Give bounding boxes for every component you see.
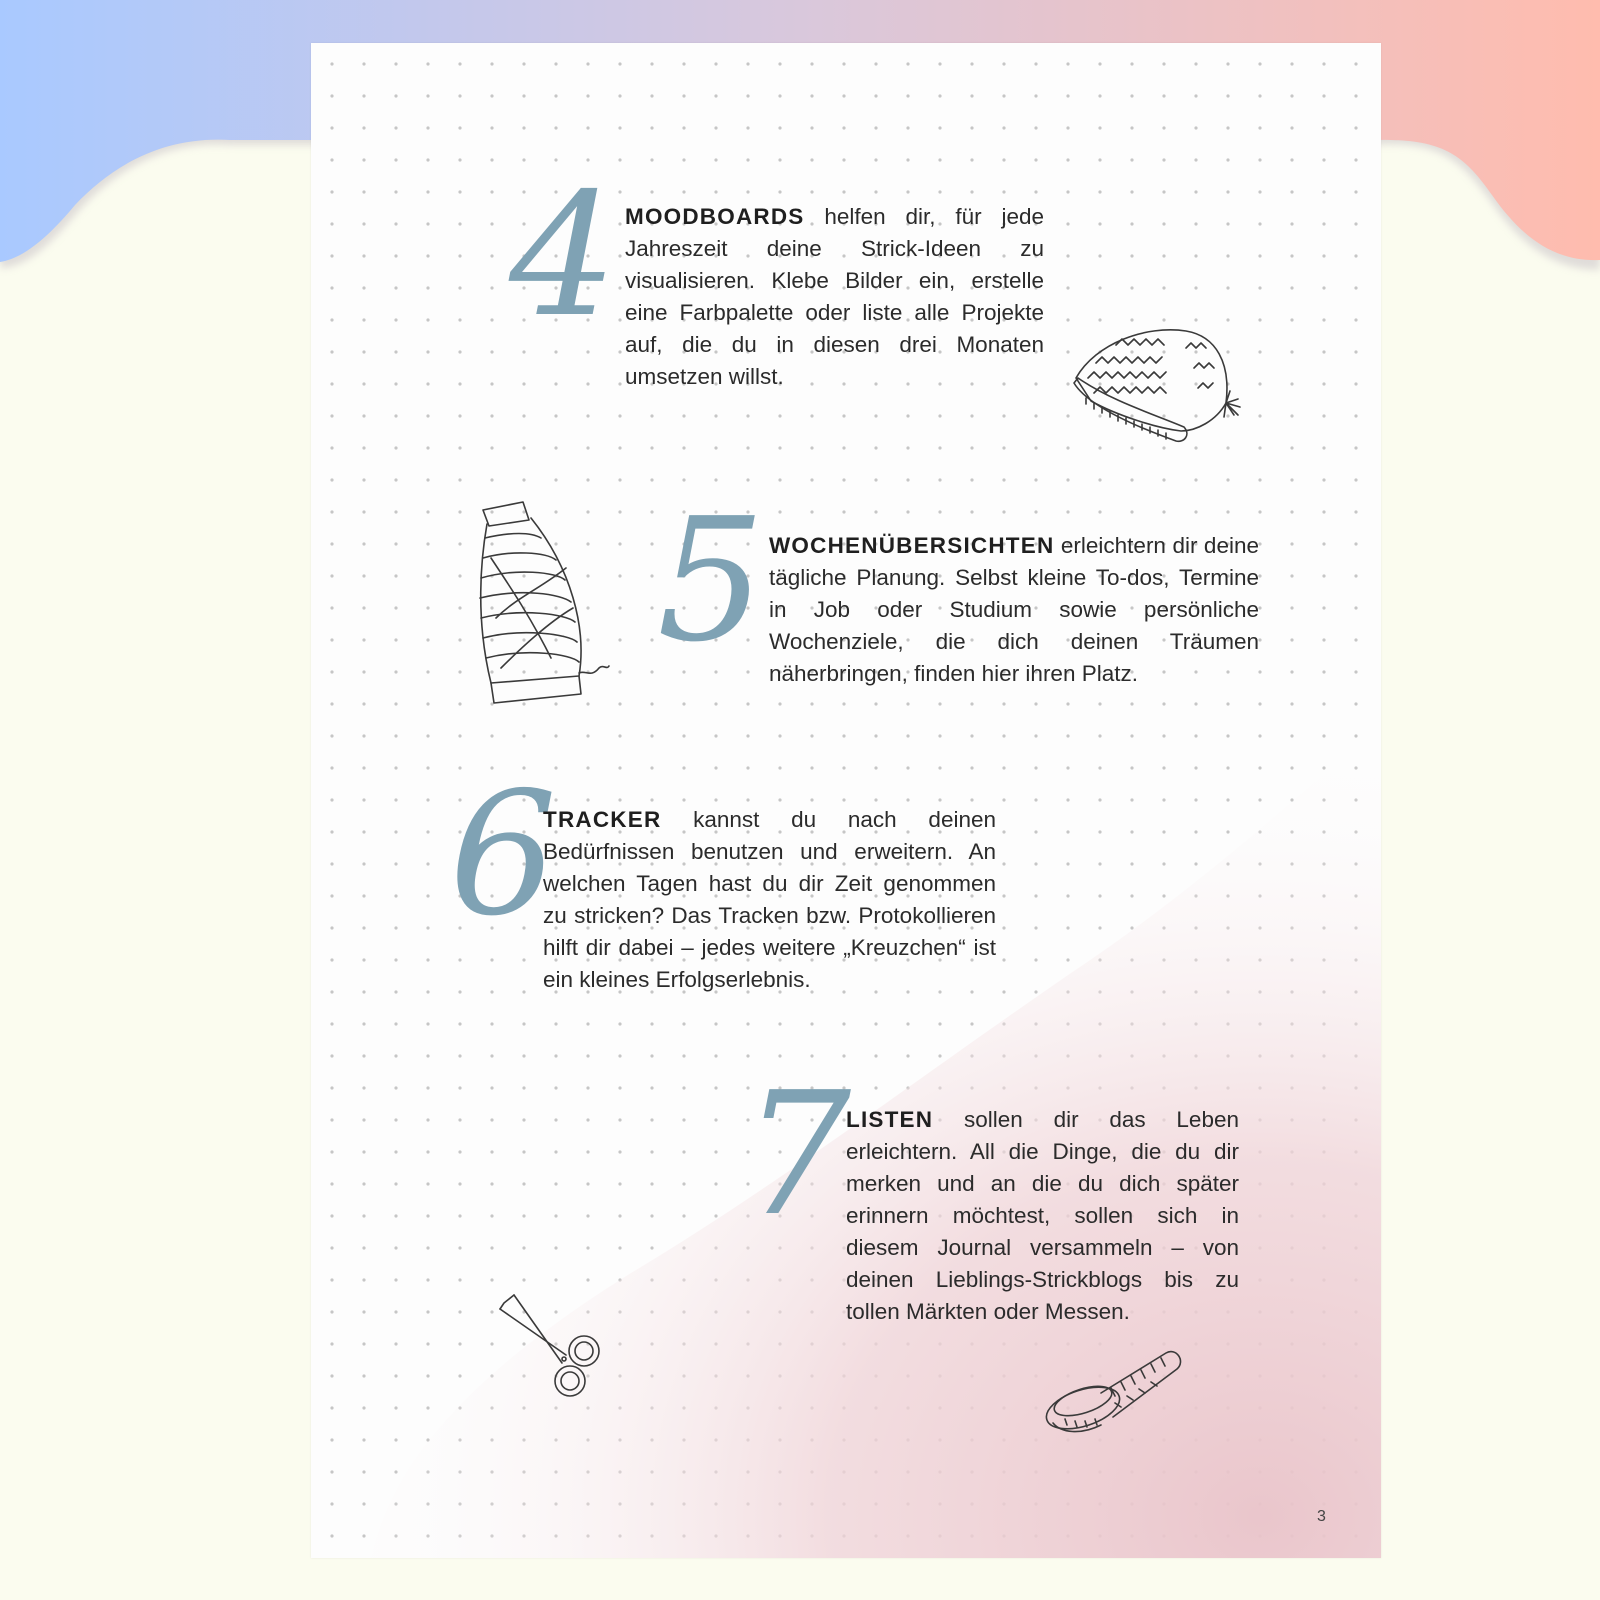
tape-measure-icon xyxy=(1041,1333,1191,1443)
section-body-listen: sollen dir das Leben erleichtern. All die Dinge, die du dir merken und an die du dich später erinnern möchtest, sollen sich in diesem Journal versammeln – von deinen Lieblings-Strickblogs bis zu tollen Märkten oder Messen. xyxy=(846,1107,1239,1324)
yarn-cone-icon xyxy=(461,498,611,713)
section-number-6: 6 xyxy=(449,756,554,954)
section-keyword-wochenuebersichten: WOCHENÜBERSICHTEN xyxy=(769,533,1055,558)
knitted-hat-icon xyxy=(1066,323,1251,453)
section-text-wochenuebersichten xyxy=(769,530,1259,690)
section-keyword-moodboards: MOODBOARDS xyxy=(625,204,805,229)
section-body-wochenuebersichten: erleichtern dir deine tägliche Planung. Selbst kleine To-dos, Termine in Job oder Studium sowie persönliche Wochenziele, die dich deinen Träumen näherbringen, finden hier ihren Platz. xyxy=(769,533,1259,686)
section-text-tracker xyxy=(543,804,996,996)
scissors-icon xyxy=(496,1293,616,1403)
section-body-moodboards: helfen dir, für jede Jahreszeit deine Strick-Ideen zu visualisieren. Klebe Bilder ein, erstelle eine Farbpalette oder liste alle Projekte auf, die du in diesen drei Monaten umsetzen willst. xyxy=(625,204,1044,389)
page-number: 3 xyxy=(1317,1508,1326,1525)
section-text-listen xyxy=(846,1104,1239,1328)
section-number-7: 7 xyxy=(743,1056,848,1254)
section-keyword-listen: LISTEN xyxy=(846,1107,934,1132)
section-number-4: 4 xyxy=(509,157,614,355)
section-number-5: 5 xyxy=(657,482,762,680)
journal-page xyxy=(311,43,1381,1558)
section-text-moodboards xyxy=(625,201,1044,393)
section-body-tracker: kannst du nach deinen Bedürfnissen benutzen und erweitern. An welchen Tagen hast du dir Zeit genommen zu stricken? Das Tracken bzw. Protokollieren hilft dir dabei – jedes weitere „Kreuzchen“ ist ein kleines Erfolgserlebnis. xyxy=(543,807,996,992)
section-keyword-tracker: TRACKER xyxy=(543,807,662,832)
